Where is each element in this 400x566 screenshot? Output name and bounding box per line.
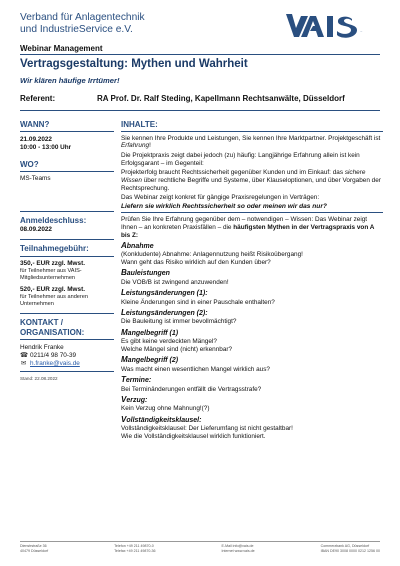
topic-text: Vollständigkeitsklausel: Der Lieferumfang ist nicht gestaltbar! [121, 425, 293, 433]
topic-text: Bei Terminänderungen entfällt die Vertragsstrafe? [121, 385, 262, 393]
category-label: Webinar Management [20, 44, 103, 53]
topic-text: Die VOB/B ist zwingend anzuwenden! [121, 278, 229, 286]
footer-address: Dienstrstraße 36 40479 Düsseldorf [20, 544, 49, 553]
divider [20, 54, 380, 55]
event-details-column [20, 120, 114, 382]
contact-name: Hendrik Franke [20, 343, 64, 351]
topic-text: Wie die Vollständigkeitsklausel wirklich funktioniert. [121, 432, 266, 440]
org-name-line2: und IndustrieService e.V. [20, 24, 133, 35]
practice-paragraph: Die Projektpraxis zeigt dabei jedoch (zu) häufig: Langjährige Erfahrung allein ist kein Erfolgsgarant – im Gegenteil: [121, 151, 360, 167]
content-column [121, 120, 383, 441]
divider [20, 239, 114, 240]
topic-text: Kleine Änderungen sind in einer Pauschale enthalten? [121, 298, 275, 306]
when-heading: WANN? [20, 120, 50, 129]
myth-topics-list [121, 242, 383, 441]
deadline-heading: Anmeldeschluss: [20, 216, 87, 226]
topic-title: Bauleistungen [121, 268, 170, 278]
referent-value: RA Prof. Dr. Ralf Steding, Kapellmann Rechtsanwälte, Düsseldorf [97, 94, 345, 103]
footer-phone: Telefon +49 211 49870-0 Telefax +49 211 49870-36 [114, 544, 156, 553]
myths-intro: Prüfen Sie Ihre Erfahrung gegenüber dem – notwendigen – Wissen: Das Webinar zeigt Ihnen – an konkreten Praxisfällen – die häufigsten Mythen in der Vertragspraxis von A bis Z: [121, 215, 375, 239]
myth-topic [121, 309, 383, 326]
divider [20, 313, 114, 314]
referent-label: Referent: [20, 94, 56, 103]
success-paragraph: Projekterfolg braucht Rechtssicherheit gegenüber Kunden und im Einkauf: das sichere Wissen über rechtliche Begriffe und Systeme, über Klauseloptionen, und über Vorgaben der Rechtsprechung. [121, 169, 381, 192]
deadline-date: 08.09.2022 [20, 226, 52, 234]
divider [20, 171, 114, 172]
footer-bank: Commerzbank AG, Düsseldorf IBAN DE90 3008 0000 0212 1256 00 [320, 544, 380, 553]
fee-member-desc: für Teilnehmer aus VAIS-Mitgliedsunternehmen [20, 268, 82, 282]
svg-text:VAIS: VAIS [360, 32, 363, 33]
where-heading: WO? [20, 159, 39, 169]
divider [20, 256, 114, 257]
myth-topic [121, 269, 383, 286]
phone-icon: ☎ [20, 351, 28, 359]
contact-phone: 0211/4 98 70-39 [30, 351, 77, 359]
divider [20, 211, 114, 212]
divider [20, 110, 380, 111]
topic-text: Welche Mängel sind (nicht) erkennbar? [121, 346, 233, 354]
topic-text: (Konkludente) Abnahme: Anlagennutzung heißt Risikoübergang! [121, 251, 303, 259]
topic-title: Mangelbegriff (1) [121, 327, 179, 337]
event-date: 21.09.2022 [20, 135, 52, 143]
page-subtitle: Wir klären häufige Irrtümer! [20, 76, 120, 85]
contact-phone-row [20, 352, 114, 360]
topic-text: Es gibt keine verdeckten Mängel? [121, 338, 217, 346]
myth-topic [121, 242, 383, 267]
footer [20, 541, 380, 553]
contents-heading: INHALTE: [121, 120, 158, 129]
myth-topic [121, 396, 383, 413]
divider [121, 212, 383, 213]
page-title: Vertragsgestaltung: Mythen und Wahrheit [20, 58, 248, 70]
divider [121, 131, 383, 132]
envelope-icon: ✉ [20, 360, 27, 368]
fee-heading: Teilnahmegebühr: [20, 243, 89, 253]
contact-email-row [20, 360, 114, 368]
topic-title: Termine: [121, 374, 152, 384]
myth-topic [121, 289, 383, 306]
org-name [20, 12, 145, 36]
divider [20, 371, 114, 372]
topic-title: Abnahme [121, 240, 154, 250]
topic-text: Die Bauleitung ist immer bevollmächtigt? [121, 318, 237, 326]
topic-text: Was macht einen wesentlichen Mangel wirklich aus? [121, 365, 270, 373]
myth-topic [121, 416, 383, 441]
footer-web: E-Mail info@vais.de Internet www.vais.de [221, 544, 255, 553]
contact-heading-line1: KONTAKT / [20, 318, 63, 328]
fee-nonmember-desc: für Teilnehmer aus anderen Unternehmen [20, 294, 88, 308]
org-name-line1: Verband für Anlagentechnik [20, 12, 145, 23]
divider [20, 131, 114, 132]
topic-text: Wann geht das Risiko wirklich auf den Kunden über? [121, 259, 271, 267]
divider [20, 339, 114, 340]
topic-title: Mangelbegriff (2) [121, 355, 179, 365]
event-location: MS-Teams [20, 175, 51, 183]
contact-email-link[interactable]: h.franke@vais.de [30, 360, 80, 368]
vais-logo [282, 10, 382, 40]
event-time: 10:00 - 13:00 Uhr [20, 143, 72, 151]
webinar-paragraph: Das Webinar zeigt konkret für gängige Praxisregelungen in Verträgen: [121, 194, 320, 202]
myth-topic [121, 329, 383, 354]
topic-title: Vollständigkeitsklausel: [121, 414, 202, 424]
topic-title: Leistungsänderungen (1): [121, 288, 208, 298]
fee-member-amount: 350,- EUR zzgl. Mwst. [20, 260, 85, 268]
topic-title: Verzug: [121, 394, 148, 404]
key-question: Liefern sie wirklich Rechtssicherheit so oder meinen wir das nur? [121, 203, 327, 211]
myth-topic [121, 376, 383, 393]
topic-text: Kein Verzug ohne Mahnung!(?) [121, 405, 210, 413]
stand-date: Stand: 22.08.2022 [20, 375, 58, 381]
myth-topic [121, 356, 383, 373]
contact-heading-line2: ORGANISATION: [20, 328, 85, 338]
topic-title: Leistungsänderungen (2): [121, 307, 208, 317]
intro-paragraph: Sie kennen Ihre Produkte und Leistungen, Sie kennen Ihre Marktpartner. Projektgeschäft ist Erfahrung! [121, 134, 381, 150]
fee-nonmember-amount: 520,- EUR zzgl. Mwst. [20, 286, 85, 294]
